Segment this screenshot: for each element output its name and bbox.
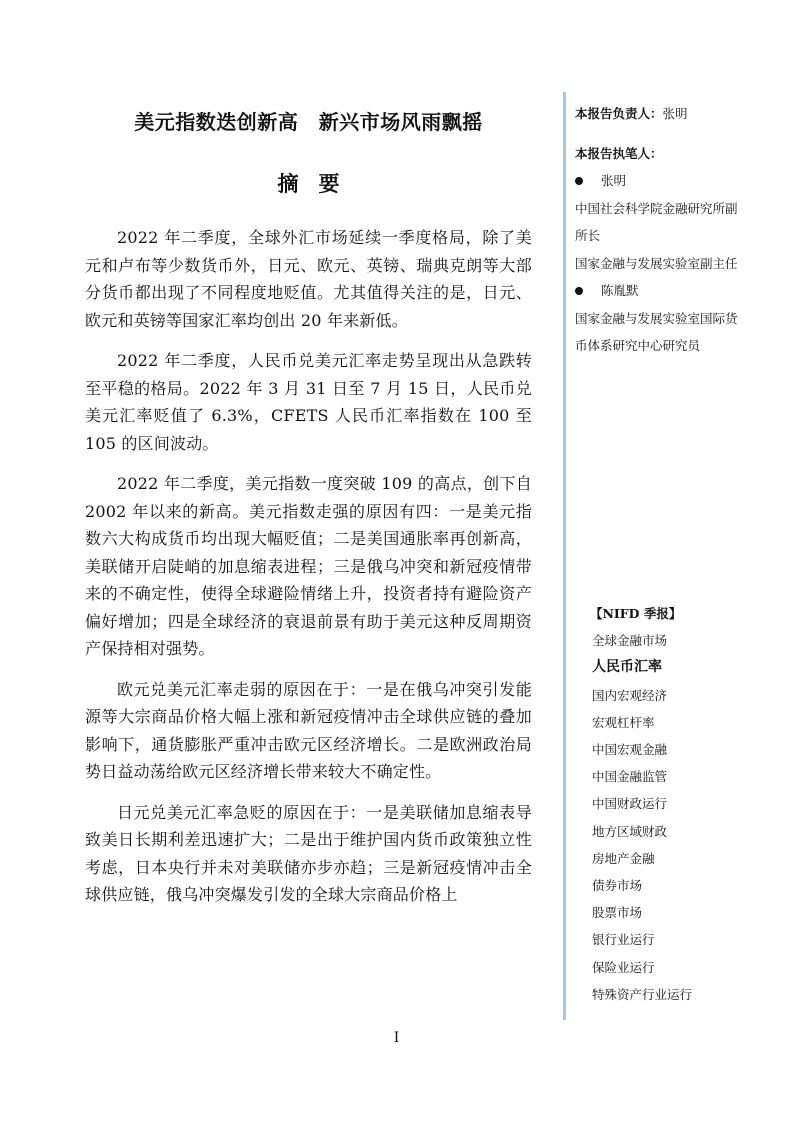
nifd-item: 银行业运行 <box>592 932 655 948</box>
paragraph: 日元兑美元汇率急贬的原因在于：一是美联储加息缩表导致美日长期利差迅速扩大；二是出于维护国内货币政策独立性考虑，日本央行并未对美联储亦步亦趋；三是新冠疫情冲击全球供应链，俄乌冲突爆发引发的全球大宗商品价格上 <box>85 802 532 904</box>
author-affiliation: 国家金融与发展实验室副主任 <box>575 255 738 271</box>
abstract-body <box>85 224 532 909</box>
nifd-item-current: 人民币汇率 <box>592 659 662 676</box>
main-column <box>85 92 532 922</box>
abstract-heading: 摘要 <box>277 171 360 196</box>
author-name: 陈胤默 <box>601 283 639 298</box>
paragraph: 2022 年二季度，全球外汇市场延续一季度格局，除了美元和卢布等少数货币外，日元、欧元、英镑、瑞典克朗等大部分货币都出现了不同程度地贬值。尤其值得关注的是，日元、欧元和英镑等国家汇率均创出 20 年来新低。 <box>85 228 532 330</box>
authors-sidebar <box>575 100 745 360</box>
nifd-item: 中国宏观金融 <box>592 742 668 758</box>
paragraph: 欧元兑美元汇率走弱的原因在于：一是在俄乌冲突引发能源等大宗商品价格大幅上涨和新冠疫情冲击全球供应链的叠加影响下，通货膨胀严重冲击欧元区经济增长。二是欧洲政治局势日益动荡给欧元区经济增长带来较大不确定性。 <box>85 679 532 781</box>
author-2 <box>575 277 745 305</box>
nifd-item: 中国金融监管 <box>592 769 668 785</box>
paragraph: 2022 年二季度，人民币兑美元汇率走势呈现出从急跌转至平稳的格局。2022 年 3 月 31 日至 7 月 15 日，人民币兑美元汇率贬值了 6.3%，CFETS 人民币汇率指数在 100 至 105 的区间波动。 <box>85 351 532 453</box>
sidebar-divider <box>563 92 566 1020</box>
authors-block <box>575 140 745 360</box>
author-name: 张明 <box>601 173 627 188</box>
bullet-icon <box>575 287 583 295</box>
nifd-item: 全球金融市场 <box>592 633 668 649</box>
page-number: I <box>393 1030 400 1046</box>
nifd-heading: 【NIFD 季报】 <box>590 606 682 621</box>
nifd-item: 地方区域财政 <box>592 823 668 839</box>
nifd-item: 特殊资产行业运行 <box>592 986 693 1002</box>
paragraph: 2022 年二季度，美元指数一度突破 109 的高点，创下自 2002 年以来的新高。美元指数走强的原因有四：一是美元指数六大构成货币均出现大幅贬值；二是美国通胀率再创新高，美联储开启陡峭的加息缩表进程；三是俄乌冲突和新冠疫情带来的不确定性，使得全球避险情绪上升，投资者持有避险资产偏好增加；四是全球经济的衰退前景有助于美元这种反周期资产保持相对强势。 <box>85 474 532 658</box>
nifd-item: 保险业运行 <box>592 959 655 975</box>
responsible-line <box>575 100 745 128</box>
bullet-icon <box>575 177 583 185</box>
nifd-item: 宏观杠杆率 <box>592 714 655 730</box>
nifd-item: 债券市场 <box>592 878 643 894</box>
nifd-item: 国内宏观经济 <box>592 687 668 703</box>
author-affiliation: 中国社会科学院金融研究所副所长 <box>575 200 738 243</box>
authors-label: 本报告执笔人： <box>575 145 663 161</box>
nifd-item: 中国财政运行 <box>592 796 668 812</box>
report-title: 美元指数迭创新高 新兴市场风雨飘摇 <box>134 110 483 134</box>
author-affiliation: 国家金融与发展实验室国际货币体系研究中心研究员 <box>575 310 738 353</box>
author-1 <box>575 167 745 195</box>
responsible-label: 本报告负责人： <box>575 106 663 121</box>
responsible-name: 张明 <box>662 106 688 121</box>
nifd-series-list <box>592 600 752 1008</box>
nifd-item: 股票市场 <box>592 905 643 921</box>
nifd-item: 房地产金融 <box>592 850 655 866</box>
